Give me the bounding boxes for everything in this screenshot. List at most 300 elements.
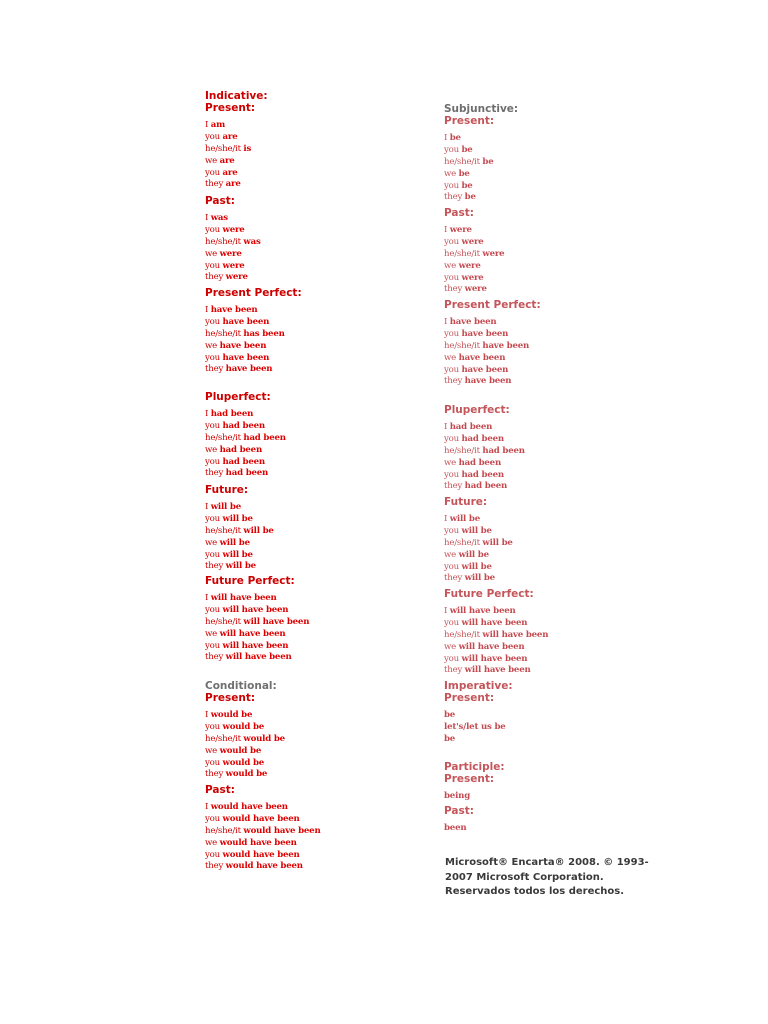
- conjugation-line: [444, 538, 513, 550]
- verb-form: would have been: [210, 802, 288, 812]
- subjunctive-pluperfect-block: [444, 404, 525, 493]
- pronoun: we: [205, 248, 220, 259]
- verb-form: will be: [219, 537, 250, 548]
- pronoun: he/she/it: [205, 733, 244, 744]
- pronoun: you: [444, 272, 462, 283]
- conjugation-list: [444, 791, 505, 803]
- section-title: Present:: [205, 692, 256, 704]
- conjugation-list: [205, 710, 285, 781]
- pronoun: he/she/it: [444, 629, 483, 640]
- pronoun: you: [205, 640, 223, 651]
- conjugation-line: [444, 734, 513, 746]
- verb-form: have been: [222, 316, 270, 327]
- verb-form: have been: [219, 340, 267, 351]
- pronoun: you: [205, 604, 223, 615]
- conjugation-line: [205, 734, 285, 746]
- conjugation-line: [444, 192, 518, 204]
- pronoun: I: [205, 502, 211, 512]
- pronoun: we: [444, 549, 459, 560]
- verb-form: will have been: [458, 641, 525, 652]
- verb-form: will be: [210, 502, 241, 512]
- indicative-heading: Indicative:: [205, 90, 268, 102]
- conjugation-line: [205, 641, 309, 653]
- conjugation-line: [444, 317, 541, 329]
- verb-form: will be: [222, 549, 253, 560]
- verb-form: would have been: [225, 861, 303, 872]
- subjunctive-present-block: [444, 103, 518, 204]
- pronoun: you: [444, 144, 462, 155]
- conjugation-line: [205, 826, 321, 838]
- conditional-past-block: [205, 784, 321, 873]
- conjugation-line: [205, 168, 268, 180]
- verb-form: had been: [458, 457, 501, 468]
- verb-form: would have been: [219, 837, 297, 848]
- verb-form: have been: [449, 317, 497, 327]
- conjugation-line: [205, 861, 321, 873]
- pronoun: I: [205, 593, 211, 603]
- imperative-heading: Imperative:: [444, 680, 513, 692]
- pronoun: you: [205, 849, 223, 860]
- verb-form: were: [458, 260, 481, 271]
- verb-form: are: [219, 155, 235, 166]
- verb-form: would be: [222, 757, 265, 768]
- conjugation-line: [205, 305, 302, 317]
- section-title: Present Perfect:: [444, 299, 541, 311]
- conjugation-line: [444, 562, 513, 574]
- indicative-present-block: [205, 90, 268, 191]
- verb-form: were: [219, 248, 242, 259]
- pronoun: we: [444, 352, 459, 363]
- verb-form: would have been: [222, 849, 300, 860]
- conjugation-line: [205, 445, 286, 457]
- section-title: Pluperfect:: [444, 404, 510, 416]
- verb-form: had been: [461, 469, 504, 480]
- pronoun: I: [205, 305, 211, 315]
- pronoun: he/she/it: [444, 156, 483, 167]
- pronoun: you: [444, 653, 462, 664]
- conjugation-list: [205, 802, 321, 873]
- conjugation-line: [444, 481, 525, 493]
- pronoun: I: [205, 213, 211, 223]
- pronoun: he/she/it: [444, 537, 483, 548]
- conjugation-line: [205, 156, 268, 168]
- pronoun: they: [205, 468, 226, 479]
- pronoun: you: [444, 364, 462, 375]
- conjugation-line: [444, 823, 474, 835]
- section-title: Past:: [205, 784, 235, 796]
- verb-form: am: [210, 120, 225, 130]
- pronoun: we: [205, 745, 220, 756]
- verb-form: be: [458, 168, 470, 179]
- subjunctive-past-block: [444, 207, 504, 296]
- conjugation-line: [444, 606, 548, 618]
- verb-form: will have been: [210, 593, 277, 603]
- indicative-future-perfect-block: [205, 575, 309, 664]
- conjugation-line: [444, 249, 504, 261]
- conjugation-line: [205, 538, 274, 550]
- conjugation-line: [205, 652, 309, 664]
- participle-heading: Participle:: [444, 761, 505, 773]
- pronoun: I: [444, 133, 450, 143]
- pronoun: we: [205, 155, 220, 166]
- verb-form: were: [461, 272, 484, 283]
- conjugation-line: [205, 561, 274, 573]
- pronoun: I: [205, 710, 211, 720]
- verb-form: are: [225, 179, 241, 190]
- conjugation-line: [444, 181, 518, 193]
- conjugation-line: [205, 421, 286, 433]
- verb-form: were: [449, 225, 472, 235]
- conjugation-line: [444, 654, 548, 666]
- pronoun: you: [444, 561, 462, 572]
- pronoun: I: [444, 514, 450, 524]
- conjugation-line: [205, 364, 302, 376]
- section-title: Past:: [444, 207, 474, 219]
- conjugation-line: [205, 814, 321, 826]
- conjugation-line: [444, 665, 548, 677]
- verb-form: have been: [461, 328, 509, 339]
- verb-form: had been: [210, 409, 254, 419]
- pronoun: he/she/it: [444, 445, 483, 456]
- conjugation-line: [205, 272, 261, 284]
- conjugation-line: [205, 261, 261, 273]
- verb-form: would be: [219, 745, 262, 756]
- pronoun: he/she/it: [205, 328, 244, 339]
- conjugation-list: [205, 305, 302, 376]
- pronoun: they: [444, 376, 465, 387]
- pronoun: you: [205, 420, 223, 431]
- pronoun: he/she/it: [444, 248, 483, 259]
- verb-form: will have been: [449, 606, 516, 616]
- verb-form: was: [210, 213, 228, 223]
- conjugation-line: [444, 341, 541, 353]
- conjugation-list: [444, 422, 525, 493]
- section-title: Pluperfect:: [205, 391, 271, 403]
- subjunctive-future-perfect-block: [444, 588, 548, 677]
- verb-form: would be: [225, 769, 268, 780]
- pronoun: I: [444, 606, 450, 616]
- conjugation-line: [444, 133, 518, 145]
- verb-form: would be: [243, 733, 285, 744]
- pronoun: they: [444, 284, 465, 295]
- subjunctive-heading: Subjunctive:: [444, 103, 519, 115]
- pronoun: you: [205, 260, 223, 271]
- conjugation-line: [444, 458, 525, 470]
- verb-form: are: [222, 131, 238, 142]
- conjugation-line: [205, 132, 268, 144]
- pronoun: you: [205, 549, 223, 560]
- conjugation-line: [205, 237, 261, 249]
- imperative-block: [444, 680, 513, 746]
- verb-form: been: [444, 823, 467, 833]
- conjugation-line: [205, 514, 274, 526]
- conjugation-line: [205, 629, 309, 641]
- pronoun: he/she/it: [205, 616, 244, 627]
- pronoun: we: [205, 837, 220, 848]
- verb-form: let's/let us be: [444, 721, 506, 732]
- conjugation-line: [205, 526, 274, 538]
- verb-form: will be: [464, 573, 495, 584]
- verb-form: were: [222, 260, 245, 271]
- pronoun: he/she/it: [205, 525, 244, 536]
- verb-form: will be: [225, 561, 256, 572]
- verb-form: have been: [464, 376, 512, 387]
- verb-form: were: [225, 272, 248, 283]
- pronoun: I: [205, 409, 211, 419]
- conjugation-line: [444, 514, 513, 526]
- verb-form: will be: [222, 513, 253, 524]
- section-title: Present:: [205, 102, 256, 114]
- conjugation-line: [444, 722, 513, 734]
- verb-form: have been: [458, 352, 506, 363]
- pronoun: you: [205, 224, 223, 235]
- verb-form: have been: [482, 340, 530, 351]
- pronoun: we: [205, 340, 220, 351]
- verb-form: will be: [461, 525, 492, 536]
- conjugation-line: [205, 457, 286, 469]
- verb-form: were: [464, 284, 487, 295]
- indicative-present-perfect-block: [205, 287, 302, 376]
- conjugation-line: [444, 791, 505, 803]
- verb-form: had been: [243, 432, 286, 443]
- verb-form: have been: [222, 352, 270, 363]
- verb-form: has been: [243, 328, 285, 339]
- conjugation-line: [205, 433, 286, 445]
- verb-form: had been: [222, 456, 265, 467]
- pronoun: they: [205, 769, 226, 780]
- conjugation-line: [205, 769, 285, 781]
- conjugation-line: [205, 409, 286, 421]
- verb-form: is: [243, 143, 252, 154]
- pronoun: you: [205, 456, 223, 467]
- pronoun: you: [205, 513, 223, 524]
- pronoun: you: [205, 131, 223, 142]
- conjugation-line: [205, 746, 285, 758]
- conjugation-list: [444, 606, 548, 677]
- verb-form: would be: [222, 721, 265, 732]
- verb-form: will have been: [482, 629, 549, 640]
- conjugation-line: [205, 617, 309, 629]
- pronoun: they: [205, 561, 226, 572]
- section-title: Past:: [444, 805, 474, 817]
- conjugation-line: [444, 237, 504, 249]
- conjugation-line: [205, 468, 286, 480]
- verb-form: are: [222, 167, 238, 178]
- verb-form: will have been: [225, 652, 292, 663]
- section-title: Past:: [205, 195, 235, 207]
- section-title: Future:: [444, 496, 488, 508]
- verb-form: will have been: [464, 665, 531, 676]
- conjugation-line: [205, 838, 321, 850]
- conjugation-list: [444, 133, 518, 204]
- conjugation-line: [444, 225, 504, 237]
- copyright-notice: Microsoft® Encarta® 2008. © 1993-2007 Microsoft Corporation. Reservados todos los derechos.: [445, 857, 649, 897]
- pronoun: we: [205, 537, 220, 548]
- pronoun: they: [205, 272, 226, 283]
- conjugation-line: [444, 618, 548, 630]
- conjugation-line: [205, 502, 274, 514]
- section-title: Future:: [205, 484, 249, 496]
- conjugation-line: [205, 317, 302, 329]
- verb-form: would have been: [243, 825, 321, 836]
- pronoun: I: [205, 802, 211, 812]
- verb-form: have been: [461, 364, 509, 375]
- conjugation-line: [444, 573, 513, 585]
- conjugation-line: [205, 605, 309, 617]
- pronoun: you: [205, 721, 223, 732]
- conjugation-line: [444, 273, 504, 285]
- verb-form: had been: [464, 481, 508, 492]
- conjugation-list: [444, 823, 474, 835]
- conjugation-list: [444, 514, 513, 585]
- indicative-past-block: [205, 195, 261, 284]
- verb-form: be: [482, 156, 494, 167]
- conjugation-line: [444, 353, 541, 365]
- conjugation-line: [205, 329, 302, 341]
- conjugation-line: [205, 179, 268, 191]
- conjugation-list: [205, 593, 309, 664]
- pronoun: you: [444, 433, 462, 444]
- pronoun: you: [444, 236, 462, 247]
- pronoun: you: [444, 180, 462, 191]
- verb-form: will be: [243, 525, 274, 536]
- conjugation-line: [444, 470, 525, 482]
- verb-form: will be: [449, 514, 480, 524]
- pronoun: you: [205, 352, 223, 363]
- conjugation-line: [444, 710, 513, 722]
- conjugation-line: [444, 261, 504, 273]
- conditional-heading: Conditional:: [205, 680, 277, 692]
- conjugation-line: [444, 434, 525, 446]
- verb-form: were: [482, 248, 505, 259]
- verb-form: were: [461, 236, 484, 247]
- conjugation-line: [205, 802, 321, 814]
- conjugation-line: [444, 329, 541, 341]
- pronoun: they: [205, 364, 226, 375]
- verb-form: had been: [461, 433, 504, 444]
- pronoun: they: [444, 665, 465, 676]
- pronoun: he/she/it: [205, 143, 244, 154]
- conjugation-list: [205, 502, 274, 573]
- conjugation-line: [205, 225, 261, 237]
- pronoun: they: [444, 573, 465, 584]
- conjugation-line: [444, 526, 513, 538]
- pronoun: you: [444, 469, 462, 480]
- pronoun: you: [205, 316, 223, 327]
- conjugation-line: [205, 144, 268, 156]
- pronoun: he/she/it: [205, 236, 244, 247]
- pronoun: we: [444, 457, 459, 468]
- pronoun: you: [205, 757, 223, 768]
- participle-past-block: [444, 805, 474, 835]
- conjugation-line: [444, 376, 541, 388]
- verb-form: will be: [461, 561, 492, 572]
- conjugation-line: [444, 284, 504, 296]
- pronoun: you: [444, 525, 462, 536]
- conjugation-line: [205, 249, 261, 261]
- conjugation-list: [205, 213, 261, 284]
- pronoun: we: [444, 168, 459, 179]
- conjugation-line: [444, 446, 525, 458]
- verb-form: would have been: [222, 813, 300, 824]
- verb-form: had been: [482, 445, 525, 456]
- pronoun: I: [444, 225, 450, 235]
- section-title: Future Perfect:: [444, 588, 534, 600]
- verb-form: will have been: [461, 653, 528, 664]
- pronoun: they: [205, 861, 226, 872]
- pronoun: he/she/it: [205, 432, 244, 443]
- pronoun: they: [205, 652, 226, 663]
- conjugation-line: [444, 630, 548, 642]
- conjugation-line: [205, 353, 302, 365]
- verb-form: be: [449, 133, 461, 143]
- verb-form: were: [222, 224, 245, 235]
- conjugation-line: [205, 850, 321, 862]
- conjugation-list: [444, 317, 541, 388]
- conjugation-line: [205, 710, 285, 722]
- section-title: Future Perfect:: [205, 575, 295, 587]
- participle-present-block: [444, 761, 505, 803]
- conjugation-line: [205, 758, 285, 770]
- verb-form: be: [464, 192, 476, 203]
- conjugation-line: [444, 365, 541, 377]
- conjugation-line: [205, 341, 302, 353]
- indicative-future-block: [205, 484, 274, 573]
- pronoun: you: [444, 617, 462, 628]
- subjunctive-future-block: [444, 496, 513, 585]
- pronoun: you: [205, 813, 223, 824]
- conjugation-list: [444, 225, 504, 296]
- verb-form: had been: [225, 468, 269, 479]
- section-title: Present:: [444, 115, 495, 127]
- section-title: Present:: [444, 692, 495, 704]
- indicative-pluperfect-block: [205, 391, 286, 480]
- conjugation-line: [205, 213, 261, 225]
- pronoun: we: [444, 260, 459, 271]
- conjugation-line: [444, 145, 518, 157]
- verb-form: had been: [449, 422, 493, 432]
- conjugation-list: [205, 120, 268, 191]
- pronoun: we: [444, 641, 459, 652]
- conjugation-line: [444, 422, 525, 434]
- conjugation-line: [444, 169, 518, 181]
- conjugation-line: [205, 593, 309, 605]
- conjugation-line: [444, 157, 518, 169]
- pronoun: we: [205, 444, 220, 455]
- verb-form: had been: [222, 420, 265, 431]
- conjugation-line: [444, 550, 513, 562]
- verb-form: will have been: [222, 640, 289, 651]
- conjugation-list: [444, 710, 513, 746]
- pronoun: he/she/it: [444, 340, 483, 351]
- pronoun: you: [205, 167, 223, 178]
- conditional-present-block: [205, 680, 285, 781]
- verb-form: have been: [210, 305, 258, 315]
- verb-form: will have been: [243, 616, 310, 627]
- conjugation-line: [205, 550, 274, 562]
- pronoun: I: [205, 120, 211, 130]
- conjugation-line: [444, 642, 548, 654]
- conjugation-line: [205, 120, 268, 132]
- pronoun: they: [444, 481, 465, 492]
- verb-form: would be: [210, 710, 253, 720]
- verb-form: be: [444, 733, 456, 744]
- section-title: Present:: [444, 773, 495, 785]
- pronoun: they: [444, 192, 465, 203]
- verb-form: will have been: [219, 628, 286, 639]
- verb-form: being: [444, 791, 470, 801]
- verb-form: was: [243, 236, 261, 247]
